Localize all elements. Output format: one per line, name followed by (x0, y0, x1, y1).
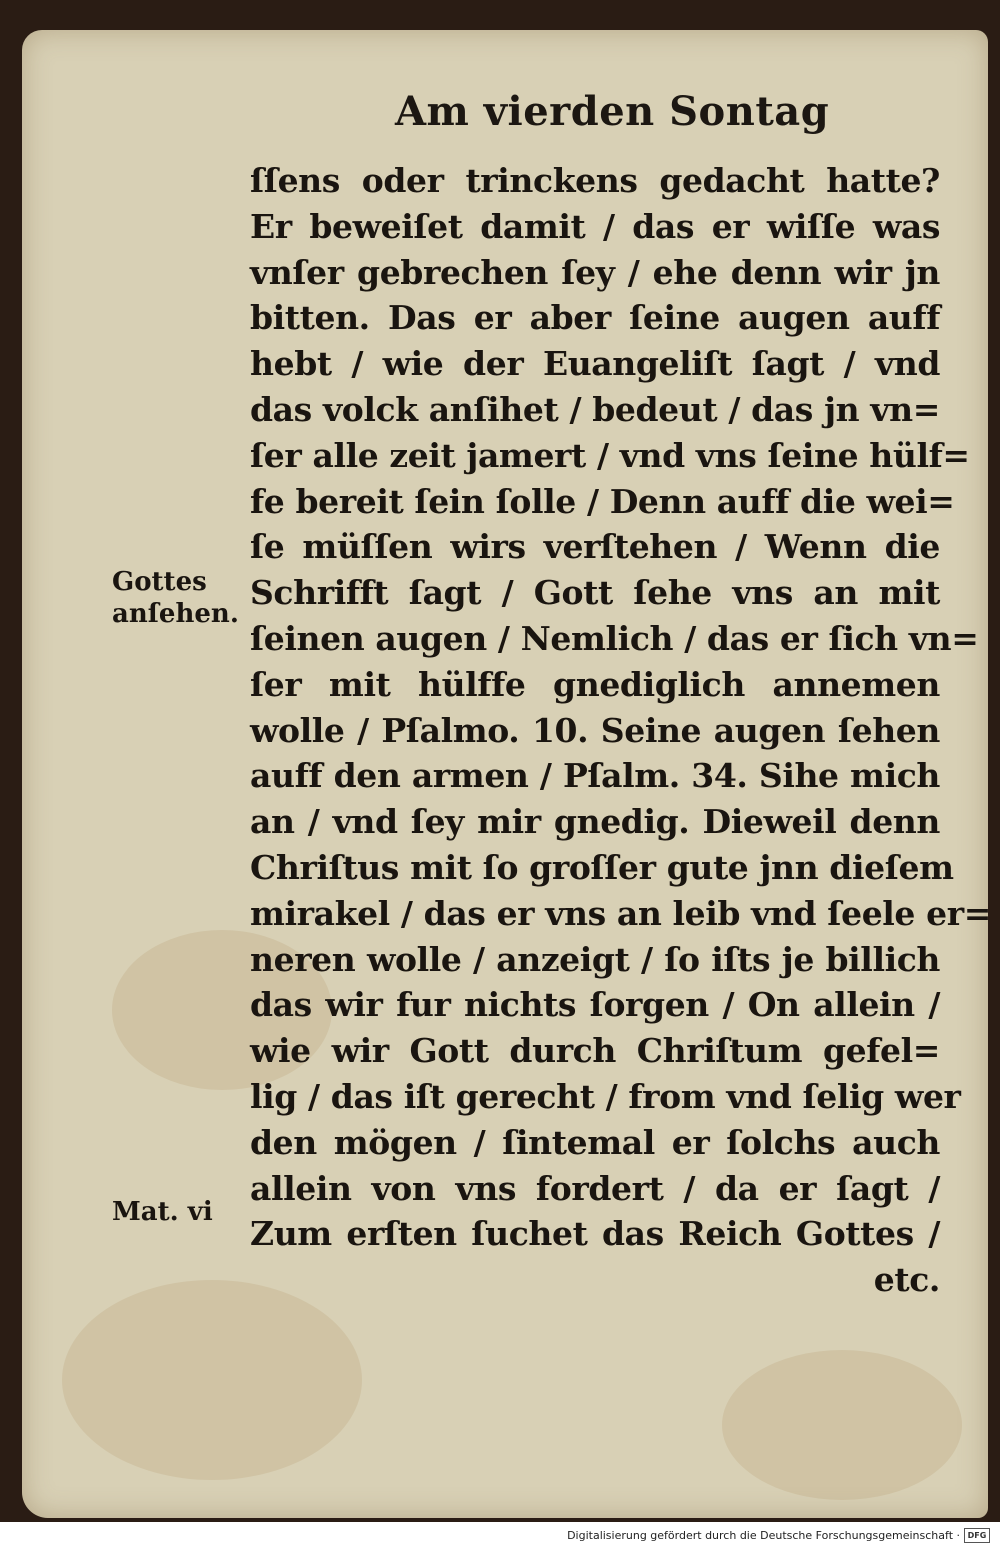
text-line: ſeinen augen / Nemlich / das er ſich vn= (250, 618, 979, 658)
margin-note-line: anſehen. (112, 599, 239, 629)
paper-stain (722, 1350, 962, 1500)
digitization-footer (567, 1528, 990, 1543)
text-line: mirakel / das er vns an leib vnd ſeele er= (250, 893, 991, 933)
text-line: lig / das iſt gerecht / from vnd ſelig wer (250, 1076, 961, 1116)
margin-note-mat: Mat. vi (112, 1197, 213, 1227)
text-line: Schrifft ſagt / Gott ſehe vns an mit (250, 573, 940, 613)
text-line: ſer alle zeit jamert / vnd vns ſeine hülf= (250, 435, 970, 475)
footer-credit: Digitalisierung gefördert durch die Deutsche Forschungsgemeinschaft · (567, 1529, 960, 1542)
text-line-final: etc. (873, 1260, 940, 1300)
paper-stain (62, 1280, 362, 1480)
text-line: das wir fur nichts ſorgen / On allein / (250, 985, 940, 1025)
text-line: ſer mit hülffe gnediglich annemen (250, 664, 940, 704)
text-line: den mögen / ſintemal er ſolchs auch (250, 1122, 940, 1162)
margin-note-gottes (112, 566, 239, 630)
dfg-logo: DFG (964, 1528, 990, 1543)
text-line: neren wolle / anzeigt / ſo iſts je billich (250, 939, 940, 979)
running-header: Am vierden Sontag (395, 88, 830, 135)
margin-note-line: Gottes (112, 567, 207, 597)
text-line: bitten. Das er aber ſeine augen auff (250, 298, 940, 338)
text-line: Chriſtus mit ſo groſſer gute jnn dieſem (250, 847, 954, 887)
text-line: wolle / Pſalmo. 10. Seine augen ſehen (250, 710, 940, 750)
text-line: allein von vns fordert / da er ſagt / (250, 1168, 940, 1208)
text-line: fe bereit ſein ſolle / Denn auff die wei= (250, 481, 955, 521)
text-line: wie wir Gott durch Chriſtum gefel= (250, 1031, 940, 1071)
text-line: ſſens oder trinckens gedacht hatte? (250, 161, 940, 200)
text-line: Er beweiſet damit / das er wiſſe was (250, 206, 940, 246)
text-line: Zum erſten ſuchet das Reich Gottes / (250, 1214, 940, 1254)
body-text (250, 158, 991, 1303)
text-line: auff den armen / Pſalm. 34. Sihe mich (250, 756, 940, 796)
text-line: hebt / wie der Euangeliſt ſagt / vnd (250, 344, 940, 384)
text-line: vnſer gebrechen ſey / ehe denn wir jn (250, 252, 940, 292)
text-line: an / vnd ſey mir gnedig. Dieweil denn (250, 802, 940, 842)
text-line: ſe müſſen wirs verſtehen / Wenn die (250, 527, 940, 567)
text-line: das volck anſihet / bedeut / das jn vn= (250, 389, 940, 429)
